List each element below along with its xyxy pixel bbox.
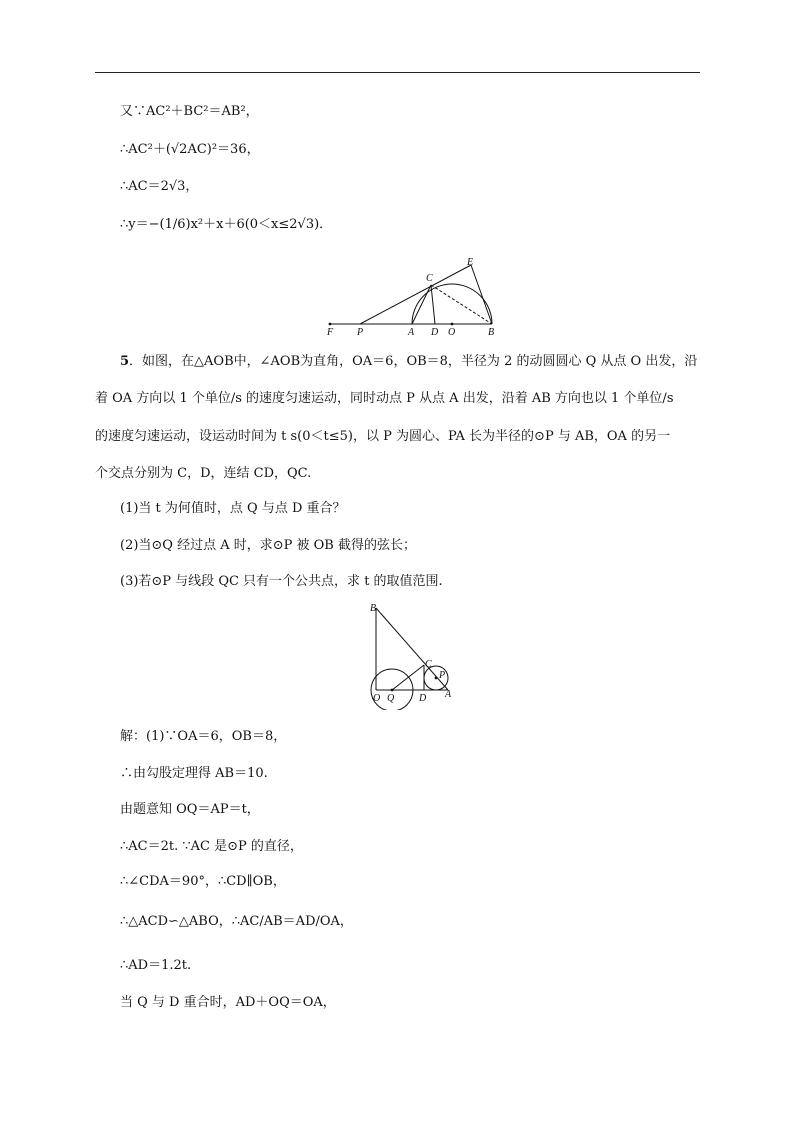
fig1-label-d: D xyxy=(431,327,439,338)
problem-line-4: 个交点分别为 C，D，连结 CD，QC. xyxy=(95,466,312,481)
fig2-label-o: O xyxy=(373,693,381,704)
fig1-label-c: C xyxy=(426,273,433,284)
solution-line-3: ∴AC＝2√3， xyxy=(120,179,199,194)
solution-line-1: 又∵AC²＋BC²＝AB²， xyxy=(120,104,259,119)
answer-line-3: 由题意知 OQ＝AP＝t， xyxy=(120,802,260,817)
question-1: (1)当 t 为何值时，点 Q 与点 D 重合？ xyxy=(120,501,346,516)
fig2-label-d: D xyxy=(419,693,427,704)
question-2: (2)当⊙Q 经过点 A 时，求⊙P 被 OB 截得的弦长； xyxy=(120,538,416,553)
fig1-label-a: A xyxy=(408,327,415,338)
problem-line-1 xyxy=(120,353,697,371)
answer-line-7: ∴AD＝1.2t. xyxy=(120,958,192,973)
problem-line-3: 的速度匀速运动，设运动时间为 t s(0＜t≤5)，以 P 为圆心、PA 长为半径的⊙P 与 AB，OA 的另一 xyxy=(95,429,671,444)
solution-line-2: ∴AC²＋(√2AC)²＝36， xyxy=(120,142,260,157)
answer-line-2: ∴由勾股定理得 AB＝10. xyxy=(120,766,268,781)
fig2-label-a: A xyxy=(445,689,452,700)
fig1-label-e: E xyxy=(467,257,474,268)
figure-triangle-circles xyxy=(362,600,462,710)
solution-line-4: ∴y＝−(1/6)x²＋x＋6(0＜x≤2√3)． xyxy=(120,217,333,232)
problem-line-2: 着 OA 方向以 1 个单位/s 的速度匀速运动，同时动点 P 从点 A 出发，沿着 AB 方向也以 1 个单位/s xyxy=(95,391,674,406)
fig2-label-c: C xyxy=(425,659,432,670)
fig2-label-b: B xyxy=(370,603,377,614)
answer-line-5: ∴∠CDA＝90°，∴CD∥OB， xyxy=(120,874,286,889)
fig1-label-f: F xyxy=(327,327,334,338)
answer-line-1: 解：(1)∵OA＝6，OB＝8， xyxy=(120,729,287,744)
fig2-label-q: Q xyxy=(387,693,395,704)
answer-line-8: 当 Q 与 D 重合时，AD＋OQ＝OA， xyxy=(120,995,336,1010)
answer-line-6: ∴△ACD∽△ABO，∴AC/AB＝AD/OA， xyxy=(120,914,353,929)
answer-line-4: ∴AC＝2t. ∵AC 是⊙P 的直径， xyxy=(120,839,303,854)
fig1-label-p: P xyxy=(357,327,364,338)
problem-number: 5 xyxy=(120,354,130,369)
header-rule xyxy=(95,72,700,73)
problem-line-1-text: ．如图，在△AOB中，∠AOB为直角，OA＝6，OB＝8，半径为 2 的动圆圆心 Q 从点 O 出发，沿 xyxy=(129,354,698,369)
fig1-label-b: B xyxy=(488,327,495,338)
question-3: (3)若⊙P 与线段 QC 只有一个公共点，求 t 的取值范围. xyxy=(120,574,443,589)
fig1-label-o: O xyxy=(448,327,456,338)
figure-semicircle xyxy=(320,256,510,338)
fig2-label-p: P xyxy=(439,670,446,681)
